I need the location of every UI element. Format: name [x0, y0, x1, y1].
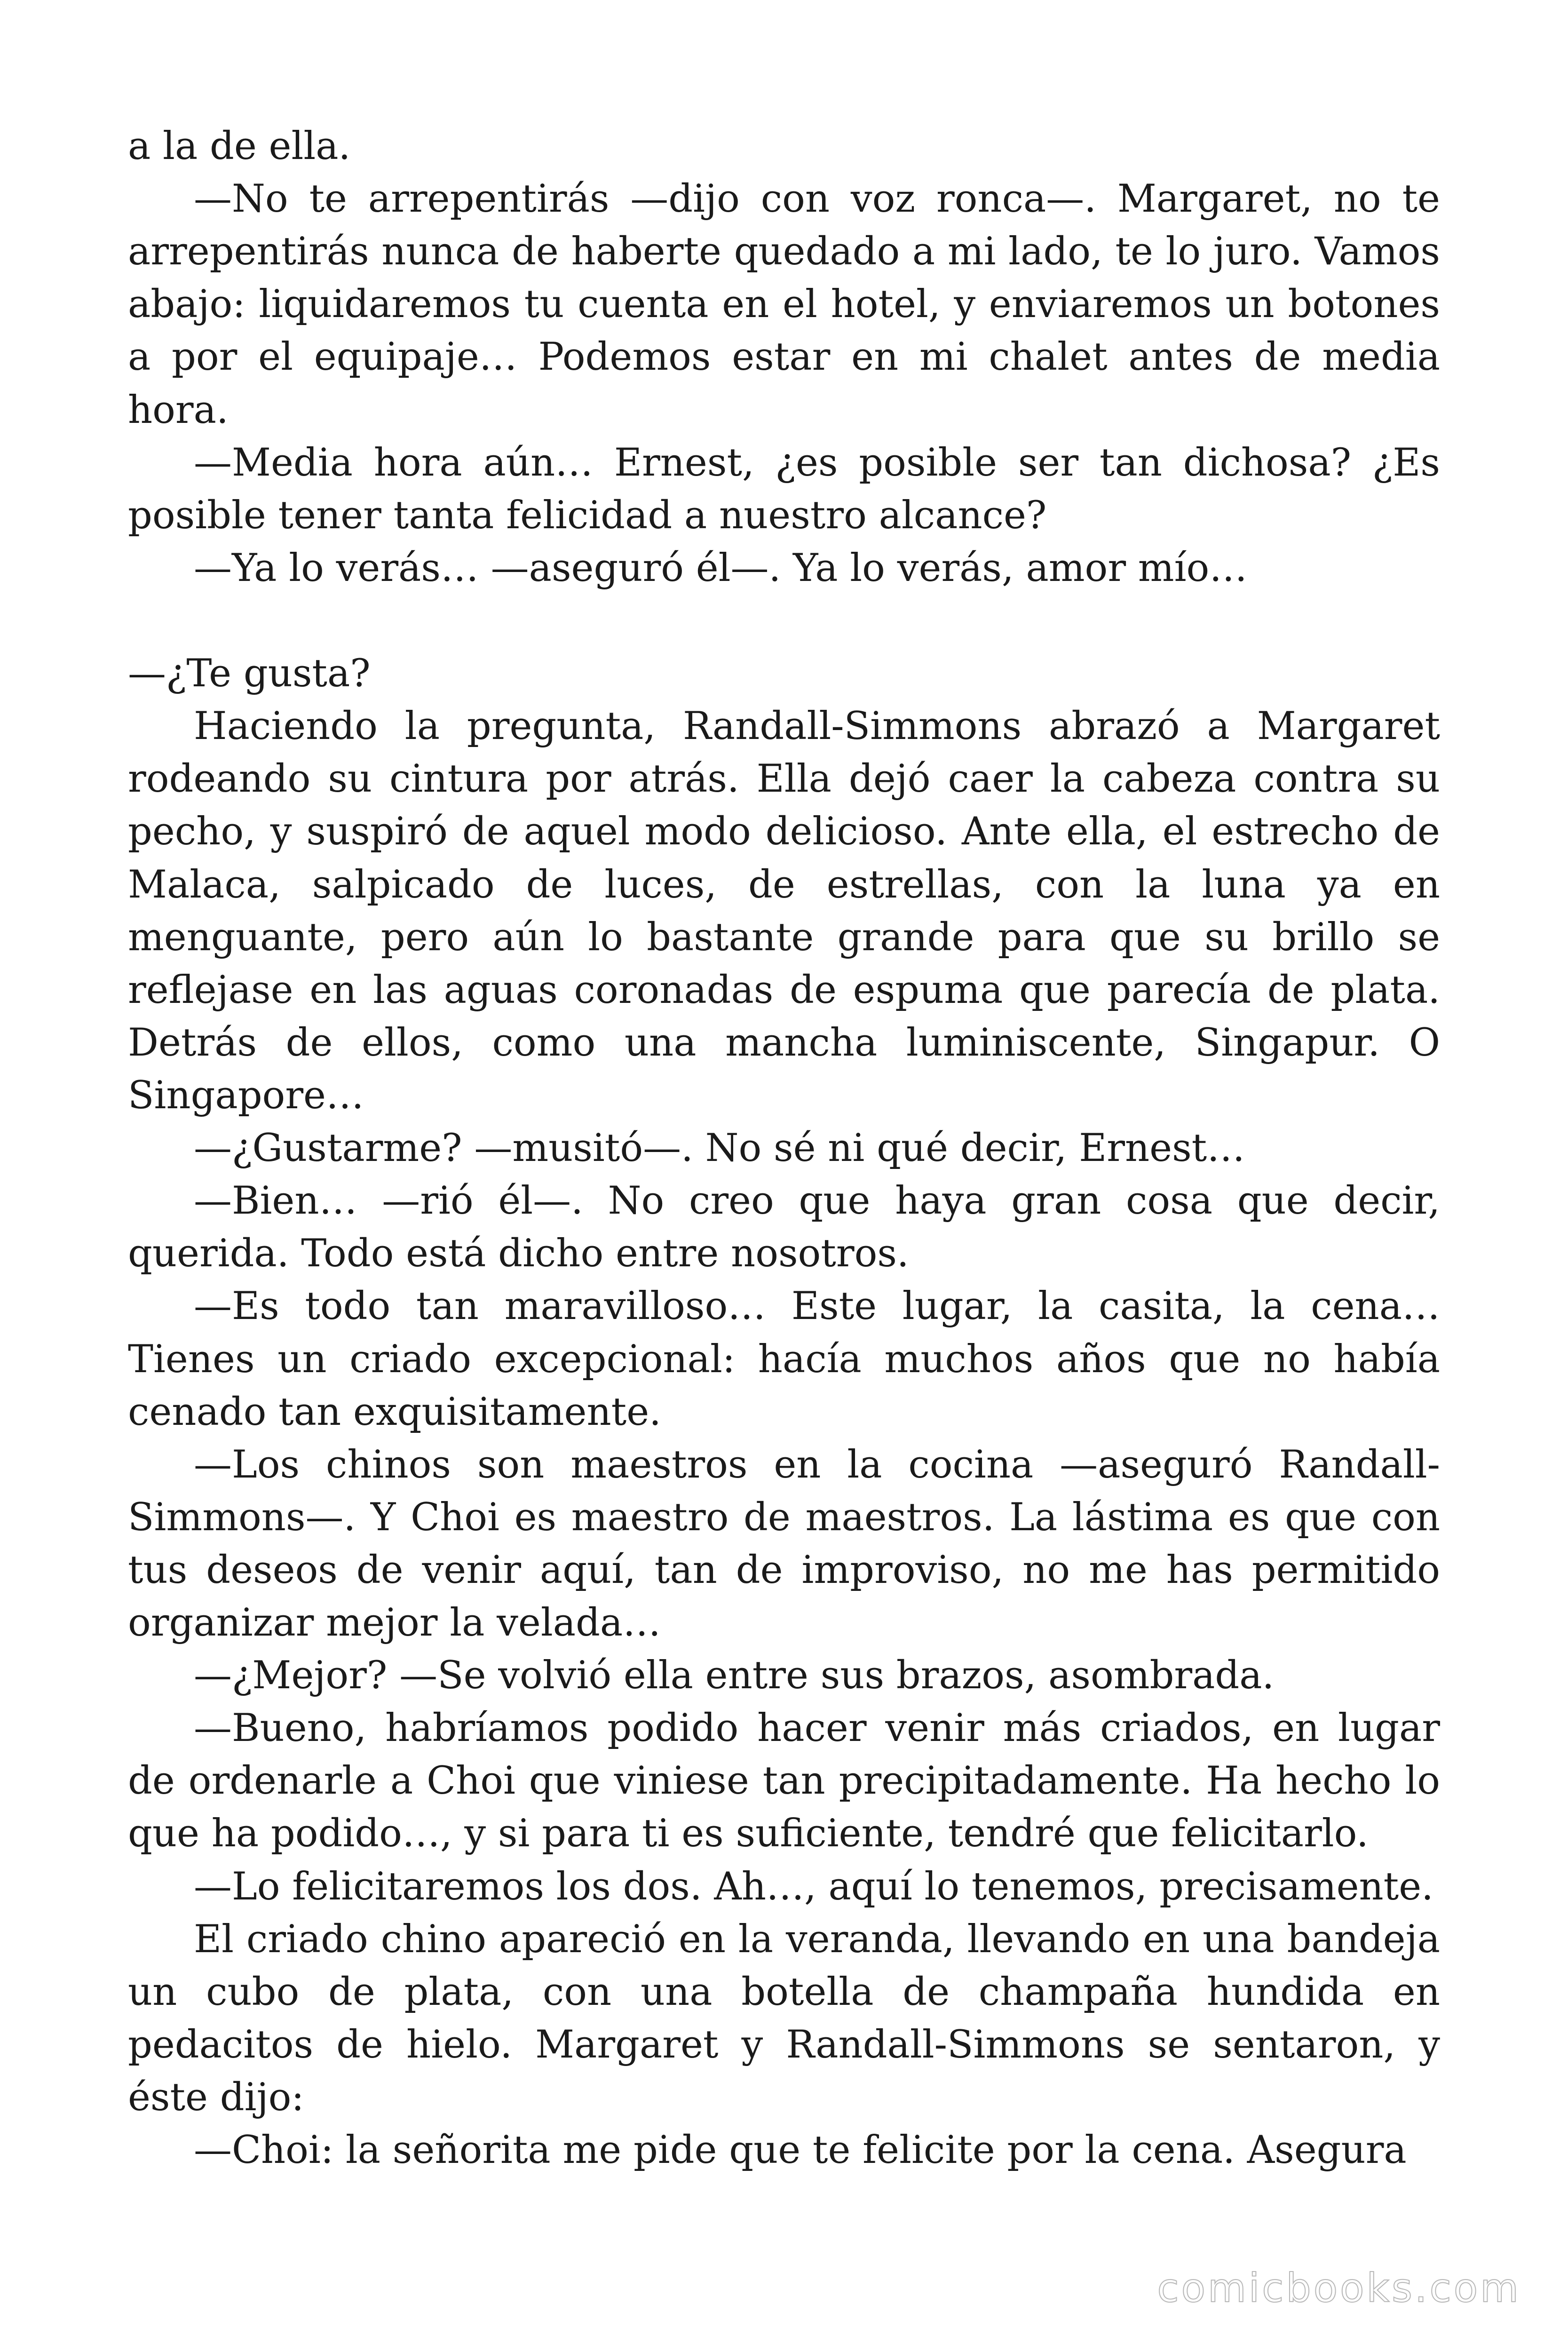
paragraph-6: Haciendo la pregunta, Randall-Simmons abrazó a Margaret rodeando su cintura por atrás. Ella dejó caer la cabeza contra su pecho, y suspiró de aquel modo delicioso. Ante ella, el estrecho de Malaca, salpicado de luces, de estrellas, con la luna ya en menguante, pero aún lo bastante grande para que su brillo se reflejase en las aguas coronadas de espuma que parecía de plata. Detrás de ellos, como una mancha luminiscente, Singapur. O Singapore…: [128, 704, 1440, 1118]
paragraph-9: —Es todo tan maravilloso… Este lugar, la casita, la cena… Tienes un criado excepcional: hacía muchos años que no había cenado tan exquisitamente.: [128, 1284, 1440, 1434]
body-text: [128, 120, 1440, 2177]
paragraph-15: —Choi: la señorita me pide que te felicite por la cena. Asegura: [194, 2128, 1407, 2173]
section-break: [128, 595, 1440, 647]
paragraph-10: —Los chinos son maestros en la cocina —aseguró Randall-Simmons—. Y Choi es maestro de maestros. La lástima es que con tus deseos de venir aquí, tan de improviso, no me has permitido organizar mejor la velada…: [128, 1442, 1440, 1645]
paragraph-12: —Bueno, habríamos podido hacer venir más criados, en lugar de ordenarle a Choi que viniese tan precipitadamente. Ha hecho lo que ha podido…, y si para ti es suficiente, tendré que felicitarlo.: [128, 1706, 1440, 1856]
watermark: comicbooks.com: [1157, 2265, 1521, 2311]
paragraph-4: —Ya lo verás… —aseguró él—. Ya lo verás, amor mío…: [194, 546, 1248, 590]
paragraph-2: —No te arrepentirás —dijo con voz ronca—. Margaret, no te arrepentirás nunca de haberte quedado a mi lado, te lo juro. Vamos abajo: liquidaremos tu cuenta en el hotel, y enviaremos un botones a por el equipaje… Podemos estar en mi chalet antes de media hora.: [128, 177, 1440, 432]
paragraph-13: —Lo felicitaremos los dos. Ah…, aquí lo tenemos, precisamente.: [194, 1864, 1433, 1909]
paragraph-3: —Media hora aún… Ernest, ¿es posible ser tan dichosa? ¿Es posible tener tanta felicidad a nuestro alcance?: [128, 440, 1440, 538]
paragraph-14: El criado chino apareció en la veranda, llevando en una bandeja un cubo de plata, con una botella de champaña hundida en pedacitos de hielo. Margaret y Randall-Simmons se sentaron, y éste dijo:: [128, 1917, 1440, 2120]
paragraph-5: —¿Te gusta?: [128, 652, 371, 696]
paragraph-7: —¿Gustarme? —musitó—. No sé ni qué decir, Ernest…: [194, 1126, 1245, 1171]
paragraph-8: —Bien… —rió él—. No creo que haya gran cosa que decir, querida. Todo está dicho entre nosotros.: [128, 1179, 1440, 1276]
paragraph-11: —¿Mejor? —Se volvió ella entre sus brazos, asombrada.: [194, 1653, 1275, 1698]
paragraph-1: a la de ella.: [128, 124, 351, 168]
